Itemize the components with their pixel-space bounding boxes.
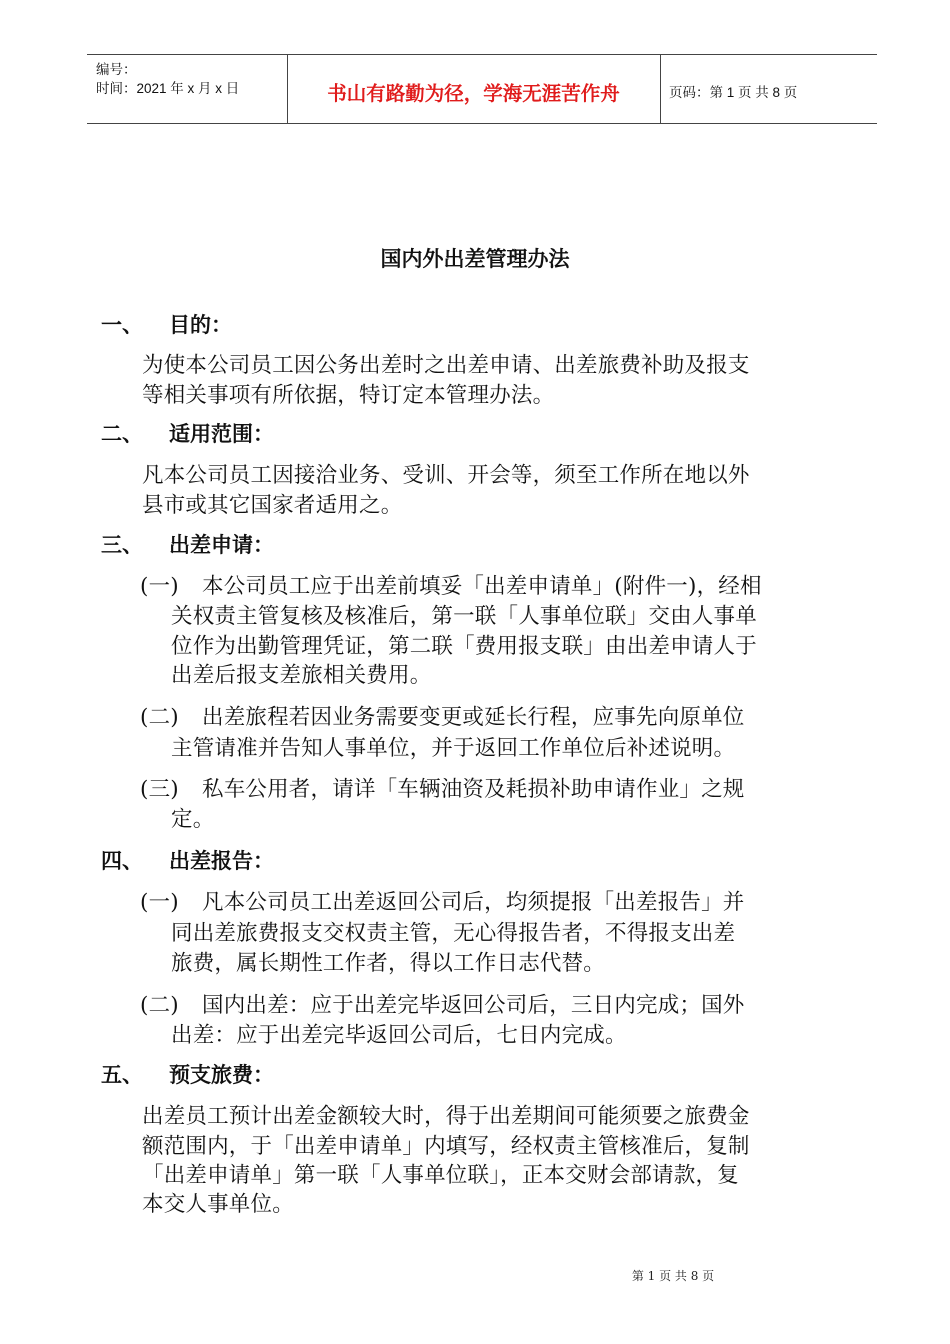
list-item-first-line	[140, 772, 745, 803]
list-item-line: 位作为出勤管理凭证，第二联「费用报支联」由出差申请人于	[171, 634, 757, 659]
document-time-label: 时间：2021 年 x 月 x 日	[96, 81, 240, 96]
document-header	[87, 54, 877, 124]
list-item-first-line	[140, 700, 745, 731]
header-page-cell	[660, 55, 877, 123]
section-title: 出差报告：	[169, 849, 274, 873]
section-heading	[101, 418, 274, 448]
page-footer	[0, 1267, 950, 1284]
header-motto: 书山有路勤为径，学海无涯苦作舟	[327, 82, 620, 105]
list-item-line: 旅费，属长期性工作者，得以工作日志代替。	[171, 951, 606, 976]
section-number: 五、	[101, 1063, 143, 1087]
list-marker: (三)	[140, 777, 179, 802]
list-item-line: 定。	[171, 807, 215, 832]
list-marker: (二)	[140, 993, 179, 1018]
header-info-cell	[87, 55, 288, 123]
section-heading	[101, 309, 232, 339]
section-title: 预支旅费：	[169, 1063, 274, 1087]
section-heading	[101, 845, 274, 875]
document-number-label: 编号：	[96, 62, 137, 77]
section-heading	[101, 529, 274, 559]
header-motto-cell	[287, 55, 661, 123]
list-item-text: 本公司员工应于出差前填妥「出差申请单」(附件一)，经相	[202, 574, 762, 599]
list-marker: (一)	[140, 890, 179, 915]
list-item-text: 私车公用者，请详「车辆油资及耗损补助申请作业」之规	[202, 777, 745, 802]
list-item-line: 关权责主管复核及核准后，第一联「人事单位联」交由人事单	[171, 604, 757, 629]
list-item-line: 同出差旅费报支交权责主管，无心得报告者，不得报支出差	[171, 921, 736, 946]
section-title: 适用范围：	[169, 422, 274, 446]
list-item-text: 出差旅程若因业务需要变更或延长行程，应事先向原单位	[202, 705, 745, 730]
section-title: 目的：	[169, 313, 232, 337]
document-title: 国内外出差管理办法	[380, 247, 570, 271]
section-title: 出差申请：	[169, 533, 274, 557]
list-item-line: 出差后报支差旅相关费用。	[171, 663, 432, 688]
list-item-line: 主管请准并告知人事单位，并于返回工作单位后补述说明。	[171, 736, 736, 761]
list-marker: (一)	[140, 574, 179, 599]
section-number: 二、	[101, 422, 143, 446]
paragraph-line: 额范围内，于「出差申请单」内填写，经权责主管核准后，复制	[142, 1134, 750, 1159]
section-number: 四、	[101, 849, 143, 873]
list-item-text: 凡本公司员工出差返回公司后，均须提报「出差报告」并	[202, 890, 745, 915]
list-marker: (二)	[140, 705, 179, 730]
paragraph-line: 等相关事项有所依据，特订定本管理办法。	[142, 383, 555, 408]
list-item-first-line	[140, 569, 762, 600]
list-item-line: 出差：应于出差完毕返回公司后，七日内完成。	[171, 1023, 627, 1048]
paragraph-line: 本交人事单位。	[142, 1192, 294, 1217]
list-item-first-line	[140, 885, 745, 916]
paragraph-line: 出差员工预计出差金额较大时，得于出差期间可能须要之旅费金	[142, 1104, 750, 1129]
paragraph-line: 凡本公司员工因接洽业务、受训、开会等，须至工作所在地以外	[142, 463, 750, 488]
paragraph-line: 「出差申请单」第一联「人事单位联」，正本交财会部请款，复	[142, 1163, 739, 1188]
paragraph-line: 为使本公司员工因公务出差时之出差申请、出差旅费补助及报支	[142, 353, 750, 378]
section-number: 一、	[101, 313, 143, 337]
page-number: 第 1 页 共 8 页	[631, 1269, 715, 1283]
header-page-info: 页码：第 1 页 共 8 页	[669, 85, 798, 100]
paragraph-line: 县市或其它国家者适用之。	[142, 493, 403, 518]
section-number: 三、	[101, 533, 143, 557]
section-heading	[101, 1059, 274, 1089]
list-item-text: 国内出差：应于出差完毕返回公司后，三日内完成；国外	[202, 993, 745, 1018]
list-item-first-line	[140, 988, 745, 1019]
